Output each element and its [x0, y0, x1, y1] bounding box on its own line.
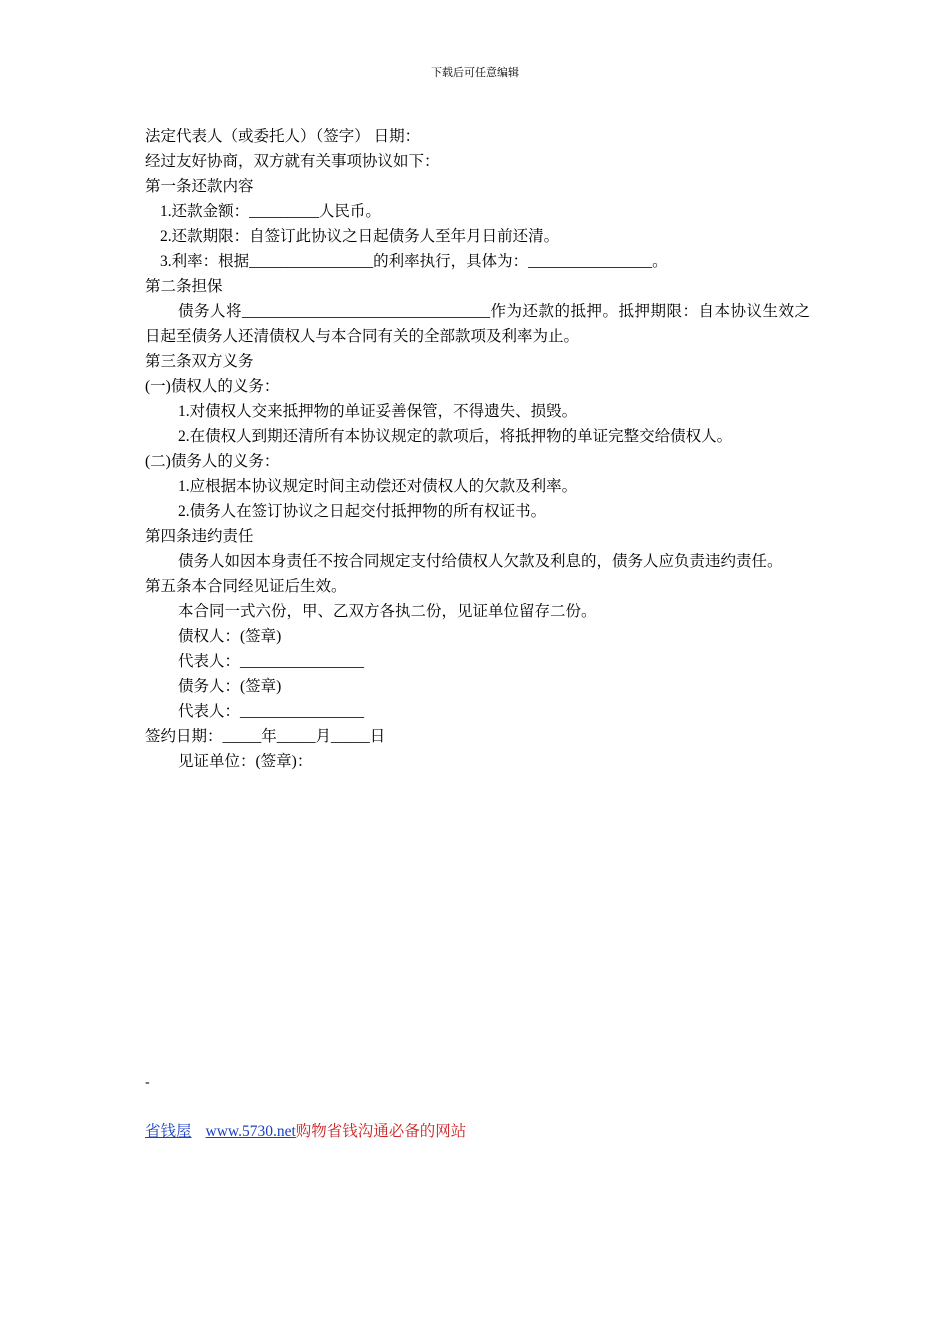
creditor-signature: 债权人：(签章)	[178, 628, 282, 645]
article-2-heading: 第二条担保	[145, 278, 223, 295]
signature-date-line: 法定代表人（或委托人）（签字） 日期：	[145, 128, 421, 145]
agreement-intro: 经过友好协商，双方就有关事项协议如下：	[145, 153, 440, 170]
copies-clause: 本合同一式六份，甲、乙双方各执二份，见证单位留存二份。	[178, 603, 597, 620]
article-5-heading: 第五条本合同经见证后生效。	[145, 578, 347, 595]
footer-url-link[interactable]: www.5730.net	[205, 1123, 296, 1140]
article-4-heading: 第四条违约责任	[145, 528, 254, 545]
debtor-signature: 债务人：(签章)	[178, 678, 282, 695]
agreement-body	[145, 124, 810, 774]
creditor-duty-1: 1.对债权人交来抵押物的单证妥善保管，不得遗失、损毁。	[178, 403, 578, 420]
article-3-heading: 第三条双方义务	[145, 353, 254, 370]
repayment-amount: 1.还款金额：_________人民币。	[160, 203, 381, 220]
footer-site-name-link[interactable]: 省钱屋	[145, 1123, 192, 1140]
header-note: 下载后可任意编辑	[431, 67, 519, 79]
debtor-duty-1: 1.应根据本协议规定时间主动偿还对债权人的欠款及利率。	[178, 478, 578, 495]
repayment-period: 2.还款期限：自签订此协议之日起债务人至年月日前还清。	[160, 228, 560, 245]
breach-paragraph: 债务人如因本身责任不按合同规定支付给债权人欠款及利息的，债务人应负责违约责任。	[178, 553, 783, 570]
debtor-duties-heading: (二)债务人的义务：	[145, 453, 280, 470]
article-1-heading: 第一条还款内容	[145, 178, 254, 195]
debtor-representative: 代表人：________________	[178, 703, 365, 720]
footer	[145, 1121, 466, 1143]
page-dash: -	[145, 1075, 150, 1090]
creditor-representative: 代表人：________________	[178, 653, 365, 670]
creditor-duties-heading: (一)债权人的义务：	[145, 378, 280, 395]
footer-slogan: 购物省钱沟通必备的网站	[295, 1123, 467, 1140]
debtor-duty-2: 2.债务人在签订协议之日起交付抵押物的所有权证书。	[178, 503, 547, 520]
creditor-duty-2: 2.在债权人到期还清所有本协议规定的款项后，将抵押物的单证完整交给债权人。	[178, 428, 733, 445]
interest-rate: 3.利率：根据________________的利率执行，具体为：________________。	[160, 253, 668, 270]
witness-signature: 见证单位：(签章)：	[178, 753, 313, 770]
signing-date: 签约日期：_____年_____月_____日	[145, 728, 386, 745]
guarantee-paragraph: 债务人将________________________________作为还款的抵押。抵押期限：自本协议生效之日起至债务人还清债权人与本合同有关的全部款项及利率为止。	[145, 303, 810, 345]
